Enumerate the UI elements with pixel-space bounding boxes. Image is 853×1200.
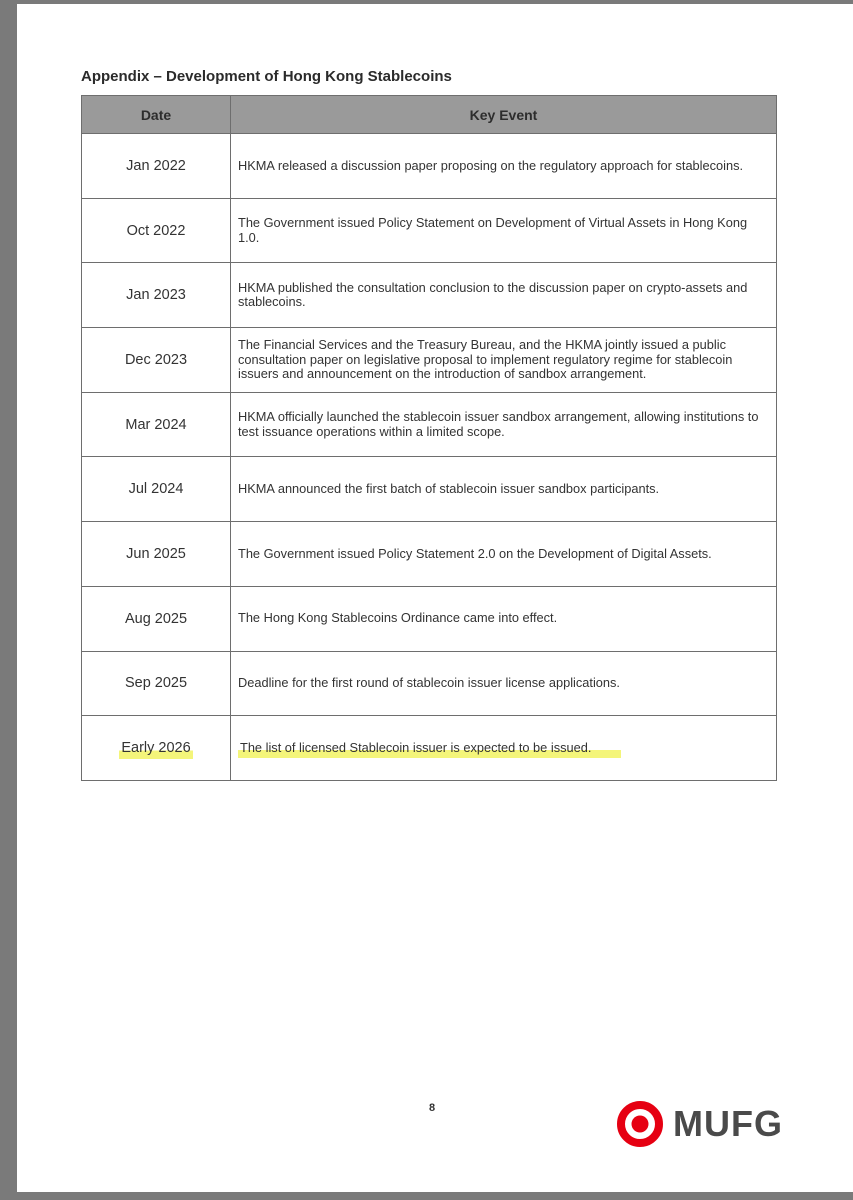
column-header-key-event: Key Event xyxy=(231,96,777,134)
row-date: Sep 2025 xyxy=(82,651,231,716)
row-date: Jan 2022 xyxy=(82,134,231,199)
row-event: HKMA officially launched the stablecoin issuer sandbox arrangement, allowing institutions to test issuance operations within a limited scope. xyxy=(231,392,777,457)
row-event: The Government issued Policy Statement 2.0 on the Development of Digital Assets. xyxy=(231,522,777,587)
row-event: HKMA announced the first batch of stablecoin issuer sandbox participants. xyxy=(231,457,777,522)
row-date: Dec 2023 xyxy=(82,328,231,393)
table-row xyxy=(82,263,777,328)
page-title: Appendix – Development of Hong Kong Stablecoins xyxy=(81,68,452,85)
table-row xyxy=(82,328,777,393)
table-row xyxy=(82,134,777,199)
row-date: Mar 2024 xyxy=(82,392,231,457)
column-header-date: Date xyxy=(82,96,231,134)
row-event: The Financial Services and the Treasury Bureau, and the HKMA jointly issued a public consultation paper on legislative proposal to implement regulatory regime for stablecoin issuers and announcement on the introduction of sandbox arrangement. xyxy=(231,328,777,393)
table-row-highlighted xyxy=(82,716,777,781)
brand-name: MUFG xyxy=(673,1103,783,1144)
row-event: The Government issued Policy Statement on Development of Virtual Assets in Hong Kong 1.0. xyxy=(231,198,777,263)
row-event: HKMA published the consultation conclusion to the discussion paper on crypto-assets and stablecoins. xyxy=(231,263,777,328)
row-date: Jun 2025 xyxy=(82,522,231,587)
row-date: Aug 2025 xyxy=(82,586,231,651)
row-date: Oct 2022 xyxy=(82,198,231,263)
highlighted-event: The list of licensed Stablecoin issuer is expected to be issued. xyxy=(238,740,621,758)
table-row xyxy=(82,586,777,651)
table-row xyxy=(82,522,777,587)
table-row xyxy=(82,651,777,716)
document-page xyxy=(17,4,853,1192)
row-event: Deadline for the first round of stablecoin issuer license applications. xyxy=(231,651,777,716)
table-row xyxy=(82,392,777,457)
table-row xyxy=(82,198,777,263)
stablecoin-timeline-table xyxy=(81,95,777,781)
row-date xyxy=(82,716,231,781)
row-event: The Hong Kong Stablecoins Ordinance came into effect. xyxy=(231,586,777,651)
table-header-row xyxy=(82,96,777,134)
table-row xyxy=(82,457,777,522)
mufg-ring-icon xyxy=(617,1101,663,1147)
mufg-logo xyxy=(617,1101,783,1147)
row-date: Jan 2023 xyxy=(82,263,231,328)
highlighted-date: Early 2026 xyxy=(119,740,192,759)
row-date: Jul 2024 xyxy=(82,457,231,522)
row-event xyxy=(231,716,777,781)
row-event: HKMA released a discussion paper proposing on the regulatory approach for stablecoins. xyxy=(231,134,777,199)
page-number: 8 xyxy=(429,1102,436,1114)
